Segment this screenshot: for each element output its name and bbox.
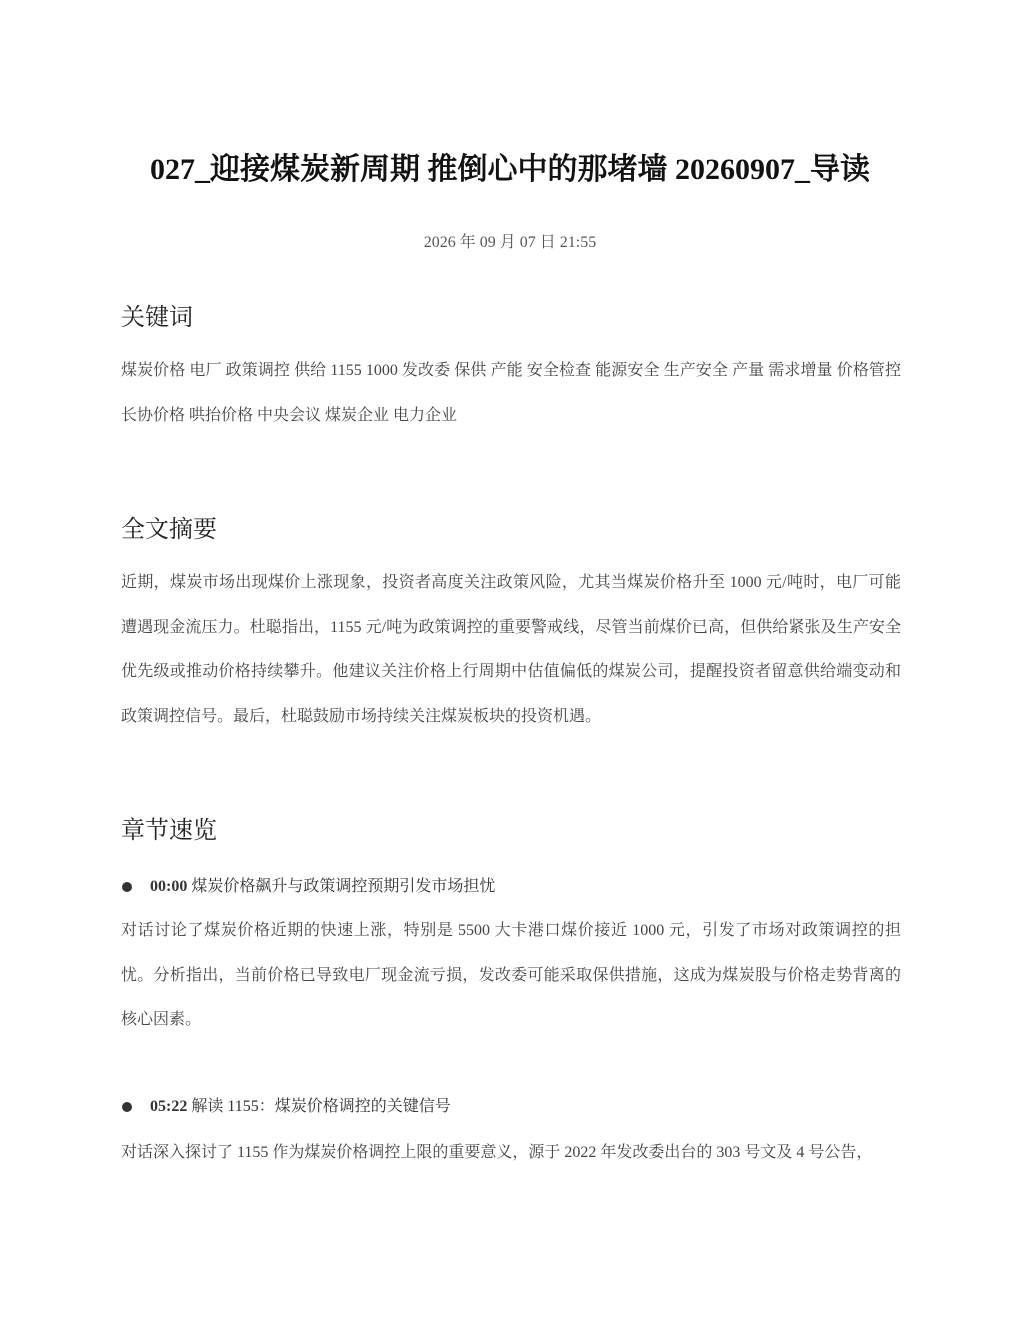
chapter-heading	[150, 875, 495, 899]
keywords-heading: 关键词	[121, 305, 193, 331]
chapter-title: 煤炭价格飙升与政策调控预期引发市场担忧	[191, 878, 496, 895]
document-date: 2026 年 09 月 07 日 21:55	[423, 234, 597, 251]
chapter-time: 05:22	[150, 1098, 188, 1115]
chapter-time: 00:00	[150, 878, 188, 895]
bullet-icon	[122, 1102, 132, 1112]
summary-text: 近期，煤炭市场出现煤价上涨现象，投资者高度关注政策风险，尤其当煤炭价格升至 1000 元/吨时，电厂可能遭遇现金流压力。杜聪指出，1155 元/吨为政策调控的重要警戒线，尽管当前煤价已高，但供给紧张及生产安全优先级或推动价格持续攀升。他建议关注价格上行周期中估值偏低的煤炭公司，提醒投资者留意供给端变动和政策调控信号。最后，杜聪鼓励市场持续关注煤炭板块的投资机遇。	[121, 574, 901, 725]
bullet-icon	[122, 882, 132, 892]
chapter-heading	[150, 1095, 451, 1119]
keywords-text: 煤炭价格 电厂 政策调控 供给 1155 1000 发改委 保供 产能 安全检查 能源安全 生产安全 产量 需求增量 价格管控 长协价格 哄抬价格 中央会议 煤炭企业 电力企业	[121, 362, 901, 424]
summary-heading: 全文摘要	[121, 517, 217, 543]
chapter-text: 对话讨论了煤炭价格近期的快速上涨，特别是 5500 大卡港口煤价接近 1000 元，引发了市场对政策调控的担忧。分析指出，当前价格已导致电厂现金流亏损，发改委可能采取保供措施，这成为煤炭股与价格走势背离的核心因素。	[121, 922, 901, 1028]
document-title: 027_迎接煤炭新周期 推倒心中的那堵墙 20260907_导读	[150, 153, 870, 186]
chapter-item	[121, 875, 901, 899]
chapters-heading: 章节速览	[121, 818, 217, 844]
chapter-title: 解读 1155：煤炭价格调控的关键信号	[191, 1098, 451, 1115]
chapter-item	[121, 1095, 901, 1119]
chapter-text: 对话深入探讨了 1155 作为煤炭价格调控上限的重要意义，源于 2022 年发改委出台的 303 号文及 4 号公告，	[121, 1144, 873, 1161]
